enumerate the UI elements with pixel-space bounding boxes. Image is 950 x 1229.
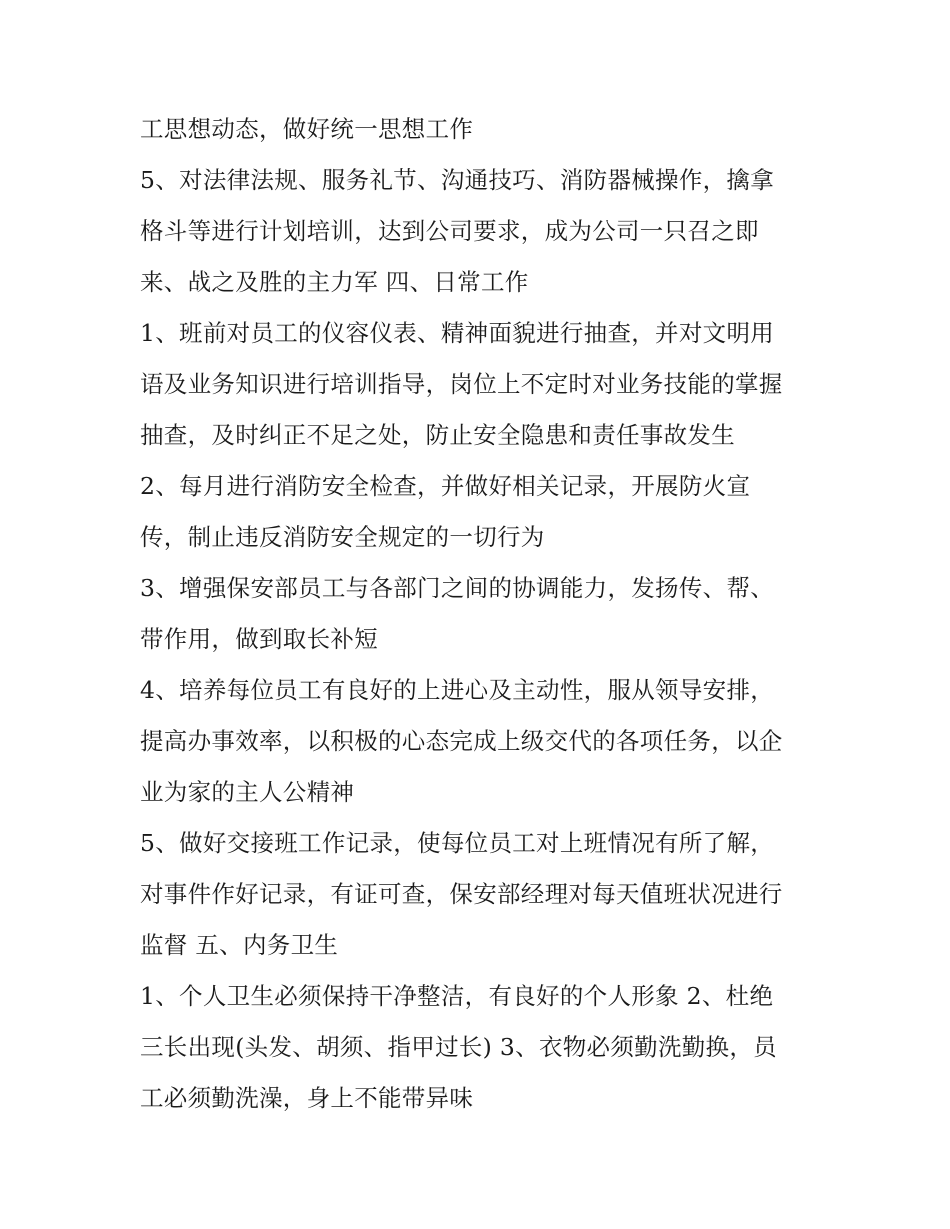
text-line: 格斗等进行计划培训，达到公司要求，成为公司一只召之即 — [140, 217, 759, 245]
text-line: 业为家的主人公精神 — [140, 778, 355, 806]
text-line: 监督 五、内务卫生 — [140, 931, 339, 959]
text-line: 4、培养每位员工有良好的上进心及主动性，服从领导安排， — [140, 676, 775, 704]
text-line: 5、对法律法规、服务礼节、沟通技巧、消防器械操作，擒拿 — [140, 166, 775, 194]
text-line: 1、班前对员工的仪容仪表、精神面貌进行抽查，并对文明用 — [140, 319, 775, 347]
text-line: 来、战之及胜的主力军 四、日常工作 — [140, 268, 529, 296]
text-line: 对事件作好记录，有证可查，保安部经理对每天值班状况进行 — [140, 880, 783, 908]
text-line: 三长出现(头发、胡须、指甲过长) 3、衣物必须勤洗勤换，员 — [140, 1033, 777, 1061]
text-line: 3、增强保安部员工与各部门之间的协调能力，发扬传、帮、 — [140, 574, 775, 602]
text-line: 工思想动态，做好统一思想工作 — [140, 115, 474, 143]
text-line: 提高办事效率，以积极的心态完成上级交代的各项任务，以企 — [140, 727, 783, 755]
text-line: 带作用，做到取长补短 — [140, 625, 378, 653]
text-line: 抽查，及时纠正不足之处，防止安全隐患和责任事故发生 — [140, 421, 735, 449]
text-line: 2、每月进行消防安全检查，并做好相关记录，开展防火宣 — [140, 472, 751, 500]
document-body — [140, 109, 820, 1129]
text-line: 5、做好交接班工作记录，使每位员工对上班情况有所了解， — [140, 829, 775, 857]
text-line: 1、个人卫生必须保持干净整洁，有良好的个人形象 2、杜绝 — [140, 982, 774, 1010]
text-line: 传，制止违反消防安全规定的一切行为 — [140, 523, 545, 551]
text-line: 语及业务知识进行培训指导，岗位上不定时对业务技能的掌握 — [140, 370, 783, 398]
text-line: 工必须勤洗澡，身上不能带异味 — [140, 1084, 474, 1112]
